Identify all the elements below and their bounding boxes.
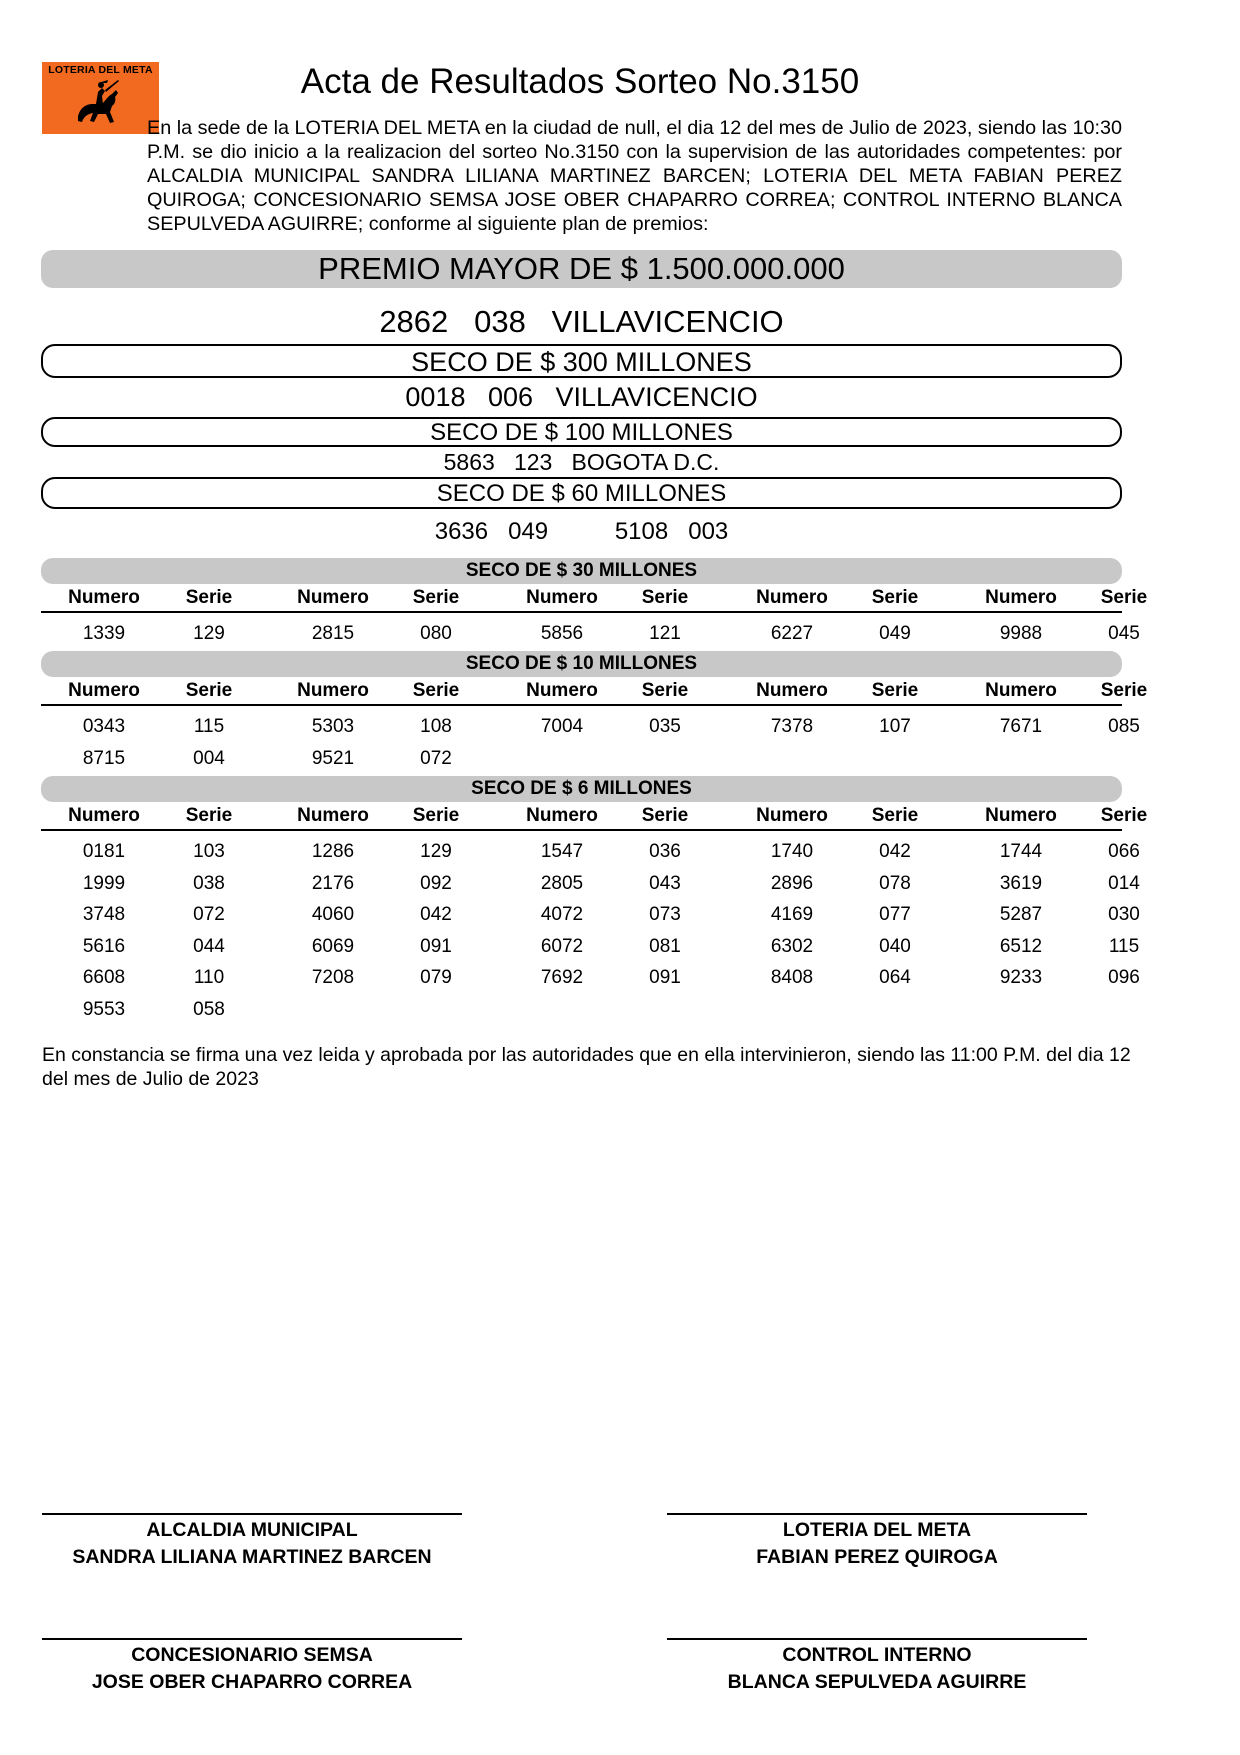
premio-mayor-result: 2862 038 VILLAVICENCIO <box>379 304 784 339</box>
numero-header: Numero <box>526 805 598 826</box>
serie-cell: 066 <box>1108 841 1140 862</box>
serie-cell: 080 <box>420 623 452 644</box>
signature-block-alcaldia <box>42 1513 462 1571</box>
numero-cell: 9521 <box>311 748 355 769</box>
premio-mayor-banner: PREMIO MAYOR DE $ 1.500.000.000 <box>41 250 1122 288</box>
serie-cell: 004 <box>193 748 225 769</box>
serie-cell: 042 <box>420 904 452 925</box>
serie-cell: 121 <box>649 623 681 644</box>
serie-cell: 040 <box>879 935 911 957</box>
numero-cell: 6302 <box>770 935 814 957</box>
serie-header: Serie <box>412 680 460 701</box>
signature-block-control-interno <box>667 1638 1087 1696</box>
serie-cell: 107 <box>879 716 911 737</box>
seco-30-banner: SECO DE $ 30 MILLONES <box>41 558 1122 584</box>
serie-cell: 072 <box>193 904 225 925</box>
signature-name: BLANCA SEPULVEDA AGUIRRE <box>727 1671 1027 1693</box>
numero-header: Numero <box>985 680 1057 701</box>
numero-cell: 2176 <box>311 872 355 894</box>
serie-cell: 035 <box>649 716 681 737</box>
serie-cell: 110 <box>193 967 225 988</box>
serie-cell: 091 <box>649 967 681 988</box>
numero-header: Numero <box>68 680 140 701</box>
serie-header: Serie <box>1100 805 1148 826</box>
serie-header: Serie <box>412 587 460 608</box>
numero-cell: 1740 <box>770 841 814 862</box>
numero-header: Numero <box>756 805 828 826</box>
numero-cell: 4169 <box>770 904 814 925</box>
numero-header: Numero <box>526 587 598 608</box>
seco-300-result: 0018 006 VILLAVICENCIO <box>405 382 758 412</box>
serie-cell: 081 <box>649 935 681 957</box>
numero-cell: 2815 <box>311 623 355 644</box>
closing-statement: En constancia se firma una vez leida y aprobada por las autoridades que en ella intervinieron, siendo las 11:00 P.M. del dia 12 del mes de Julio de 2023 <box>42 1044 1131 1090</box>
numero-header: Numero <box>297 805 369 826</box>
serie-cell: 058 <box>193 998 225 1020</box>
serie-cell: 078 <box>879 872 911 894</box>
serie-cell: 129 <box>420 841 452 862</box>
signature-block-concesionario <box>42 1638 462 1696</box>
numero-header: Numero <box>756 587 828 608</box>
numero-header: Numero <box>985 587 1057 608</box>
serie-cell: 108 <box>420 716 452 737</box>
serie-cell: 115 <box>1108 935 1140 957</box>
serie-cell: 079 <box>420 967 452 988</box>
signature-name: FABIAN PEREZ QUIROGA <box>756 1546 998 1568</box>
numero-cell: 1339 <box>82 623 126 644</box>
serie-header: Serie <box>871 587 919 608</box>
serie-header: Serie <box>641 805 689 826</box>
serie-cell: 129 <box>193 623 225 644</box>
serie-cell: 036 <box>649 841 681 862</box>
numero-cell: 1999 <box>82 872 126 894</box>
seco-10-banner: SECO DE $ 10 MILLONES <box>41 651 1122 677</box>
serie-cell: 045 <box>1108 623 1140 644</box>
seco-300-banner: SECO DE $ 300 MILLONES <box>41 344 1122 378</box>
numero-cell: 5856 <box>540 623 584 644</box>
serie-cell: 014 <box>1108 872 1140 894</box>
serie-cell: 044 <box>193 935 225 957</box>
logo-text: LOTERIA DEL META <box>48 64 153 76</box>
numero-cell: 7004 <box>540 716 584 737</box>
seco-60-result: 3636 049 5108 003 <box>434 518 729 545</box>
serie-cell: 049 <box>879 623 911 644</box>
lottery-logo <box>42 62 159 134</box>
numero-header: Numero <box>756 680 828 701</box>
serie-header: Serie <box>185 805 233 826</box>
signature-block-loteria <box>667 1513 1087 1571</box>
numero-cell: 4060 <box>311 904 355 925</box>
numero-cell: 9553 <box>82 998 126 1020</box>
serie-cell: 042 <box>879 841 911 862</box>
serie-cell: 085 <box>1108 716 1140 737</box>
numero-cell: 6072 <box>540 935 584 957</box>
numero-cell: 6608 <box>82 967 126 988</box>
seco-60-banner: SECO DE $ 60 MILLONES <box>41 477 1122 509</box>
numero-cell: 6069 <box>311 935 355 957</box>
numero-cell: 7671 <box>999 716 1043 737</box>
intro-paragraph: En la sede de la LOTERIA DEL META en la ciudad de null, el dia 12 del mes de Julio de 2023, siendo las 10:30 P.M. se dio inicio a la realizacion del sorteo No.3150 con la supervision de las autoridades competentes: por ALCALDIA MUNICIPAL SANDRA LILIANA MARTINEZ BARCEN; LOTERIA DEL META FABIAN PEREZ QUIROGA; CONCESIONARIO SEMSA JOSE OBER CHAPARRO CORREA; CONTROL INTERNO BLANCA SEPULVEDA AGUIRRE; conforme al siguiente plan de premios: <box>147 117 1122 235</box>
serie-header: Serie <box>1100 587 1148 608</box>
numero-cell: 0181 <box>82 841 126 862</box>
serie-header: Serie <box>641 587 689 608</box>
signature-name: SANDRA LILIANA MARTINEZ BARCEN <box>72 1546 432 1568</box>
serie-cell: 073 <box>649 904 681 925</box>
signature-org: CONTROL INTERNO <box>782 1644 972 1666</box>
signature-org: LOTERIA DEL META <box>782 1519 972 1541</box>
numero-cell: 7378 <box>770 716 814 737</box>
numero-cell: 1286 <box>311 841 355 862</box>
numero-cell: 1547 <box>540 841 584 862</box>
numero-cell: 7692 <box>540 967 584 988</box>
serie-cell: 092 <box>420 872 452 894</box>
numero-header: Numero <box>526 680 598 701</box>
numero-cell: 9233 <box>999 967 1043 988</box>
signature-org: CONCESIONARIO SEMSA <box>131 1644 373 1666</box>
numero-cell: 8715 <box>82 748 126 769</box>
numero-cell: 4072 <box>540 904 584 925</box>
serie-header: Serie <box>1100 680 1148 701</box>
numero-cell: 6512 <box>999 935 1043 957</box>
numero-cell: 5303 <box>311 716 355 737</box>
numero-cell: 5287 <box>999 904 1043 925</box>
serie-cell: 103 <box>193 841 225 862</box>
numero-header: Numero <box>985 805 1057 826</box>
seco-100-result: 5863 123 BOGOTA D.C. <box>443 449 720 475</box>
seco-6-banner: SECO DE $ 6 MILLONES <box>41 776 1122 802</box>
serie-cell: 038 <box>193 872 225 894</box>
serie-cell: 043 <box>649 872 681 894</box>
serie-header: Serie <box>412 805 460 826</box>
numero-cell: 9988 <box>999 623 1043 644</box>
numero-cell: 3748 <box>82 904 126 925</box>
numero-cell: 5616 <box>82 935 126 957</box>
serie-header: Serie <box>185 680 233 701</box>
numero-header: Numero <box>68 587 140 608</box>
serie-cell: 091 <box>420 935 452 957</box>
signature-org: ALCALDIA MUNICIPAL <box>146 1519 358 1541</box>
serie-cell: 030 <box>1108 904 1140 925</box>
serie-header: Serie <box>641 680 689 701</box>
serie-cell: 064 <box>879 967 911 988</box>
numero-cell: 3619 <box>999 872 1043 894</box>
page-title: Acta de Resultados Sorteo No.3150 <box>300 62 860 101</box>
seco-6-table-header <box>41 805 1148 831</box>
signature-name: JOSE OBER CHAPARRO CORREA <box>91 1671 413 1693</box>
seco-30-table-header <box>41 587 1148 613</box>
numero-cell: 7208 <box>311 967 355 988</box>
serie-header: Serie <box>185 587 233 608</box>
numero-header: Numero <box>297 587 369 608</box>
numero-header: Numero <box>297 680 369 701</box>
numero-cell: 0343 <box>82 716 126 737</box>
serie-header: Serie <box>871 680 919 701</box>
seco-10-table-header <box>41 680 1148 706</box>
horse-rider-icon <box>72 76 128 132</box>
serie-header: Serie <box>871 805 919 826</box>
serie-cell: 096 <box>1108 967 1140 988</box>
numero-cell: 1744 <box>999 841 1043 862</box>
serie-cell: 077 <box>879 904 911 925</box>
serie-cell: 072 <box>420 748 452 769</box>
numero-header: Numero <box>68 805 140 826</box>
numero-cell: 2805 <box>540 872 584 894</box>
numero-cell: 2896 <box>770 872 814 894</box>
serie-cell: 115 <box>193 716 225 737</box>
numero-cell: 6227 <box>770 623 814 644</box>
numero-cell: 8408 <box>770 967 814 988</box>
seco-100-banner: SECO DE $ 100 MILLONES <box>41 417 1122 447</box>
